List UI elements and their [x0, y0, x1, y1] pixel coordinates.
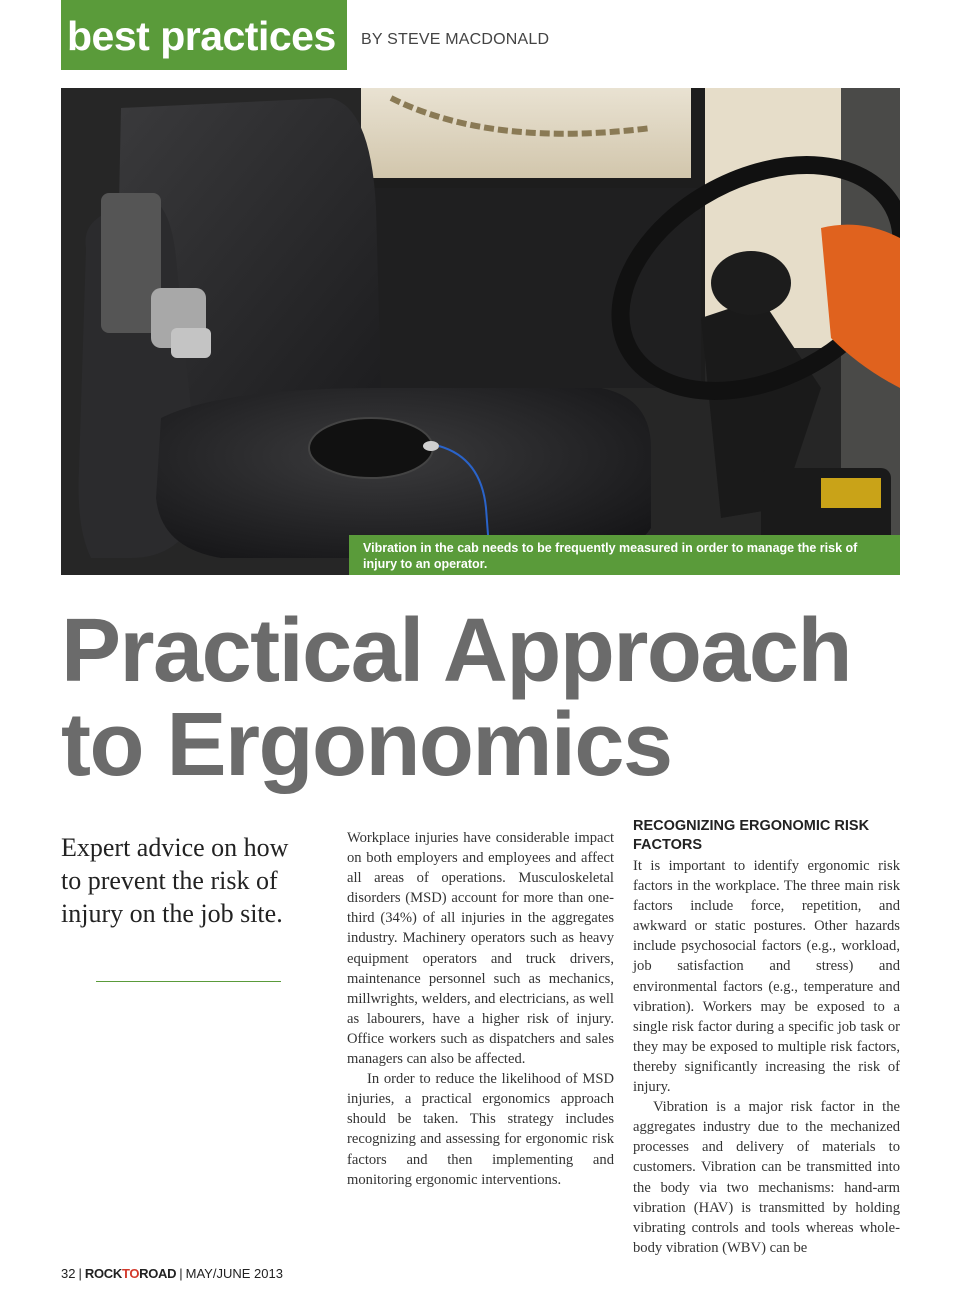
photo-caption: Vibration in the cab needs to be frequently measured in order to manage the risk of injury to an operator. [349, 535, 900, 575]
headline [61, 601, 941, 795]
body-paragraph: In order to reduce the likelihood of MSD injuries, a practical ergonomics approach should be taken. This strategy includes recognizing and assessing for ergonomic risk factors and then implementing and monitoring ergonomic interventions. [347, 1071, 614, 1188]
byline: BY STEVE MACDONALD [361, 31, 550, 48]
section-heading: RECOGNIZING ERGONOMIC RISK FACTORS [633, 818, 870, 853]
section-tag: best practices [61, 0, 347, 70]
body-paragraph: Vibration is a major risk factor in the aggregates industry due to the mechanized processes and delivery of materials to customers. Vibration can be transmitted into the body via two mechanisms: hand-arm vibration (HAV) is transmitted by holding vibrating controls and tools whereas whole-body vibration (WBV) can be [633, 1099, 900, 1256]
dek-divider [96, 981, 281, 982]
cab-photo [61, 88, 900, 575]
body-paragraph: Workplace injuries have considerable impact on both employers and employees and affect all areas of operations. Musculoskeletal disorders (MSD) account for more than one-third (34%) of all injuries in the aggregates industry. Machinery operators such as heavy equipment operators and truck drivers, maintenance personnel such as mechanics, millwrights, welders, and electricians, as well as labourers, have a higher risk of injury. Office workers such as dispatchers and sales managers can also be affected. [347, 830, 614, 1068]
page-number: 32 [61, 1266, 76, 1281]
page-footer: 32 | ROCKTOROAD | MAY/JUNE 2013 [61, 1266, 283, 1281]
headline-line-2: to Ergonomics [61, 695, 672, 795]
body-column-2 [633, 817, 900, 1258]
body-paragraph: It is important to identify ergonomic risk factors in the workplace. The three main risk factors include force, repetition, and awkward or static postures. Other hazards include psychosocial factors (e.g., workload, job satisfaction and stress) and environmental factors (e.g., temperature and vibration). Workers may be exposed to a single risk factor during a specific job task or they may be exposed to multiple risk factors, thereby significantly increasing the risk of injury. [633, 858, 900, 1096]
issue-date: MAY/JUNE 2013 [185, 1266, 283, 1281]
magazine-logo: ROCKTOROAD [84, 1266, 177, 1281]
body-column-1 [347, 828, 614, 1190]
article-dek: Expert advice on how to prevent the risk of injury on the job site. [61, 833, 289, 928]
headline-line-1: Practical Approach [61, 601, 851, 701]
